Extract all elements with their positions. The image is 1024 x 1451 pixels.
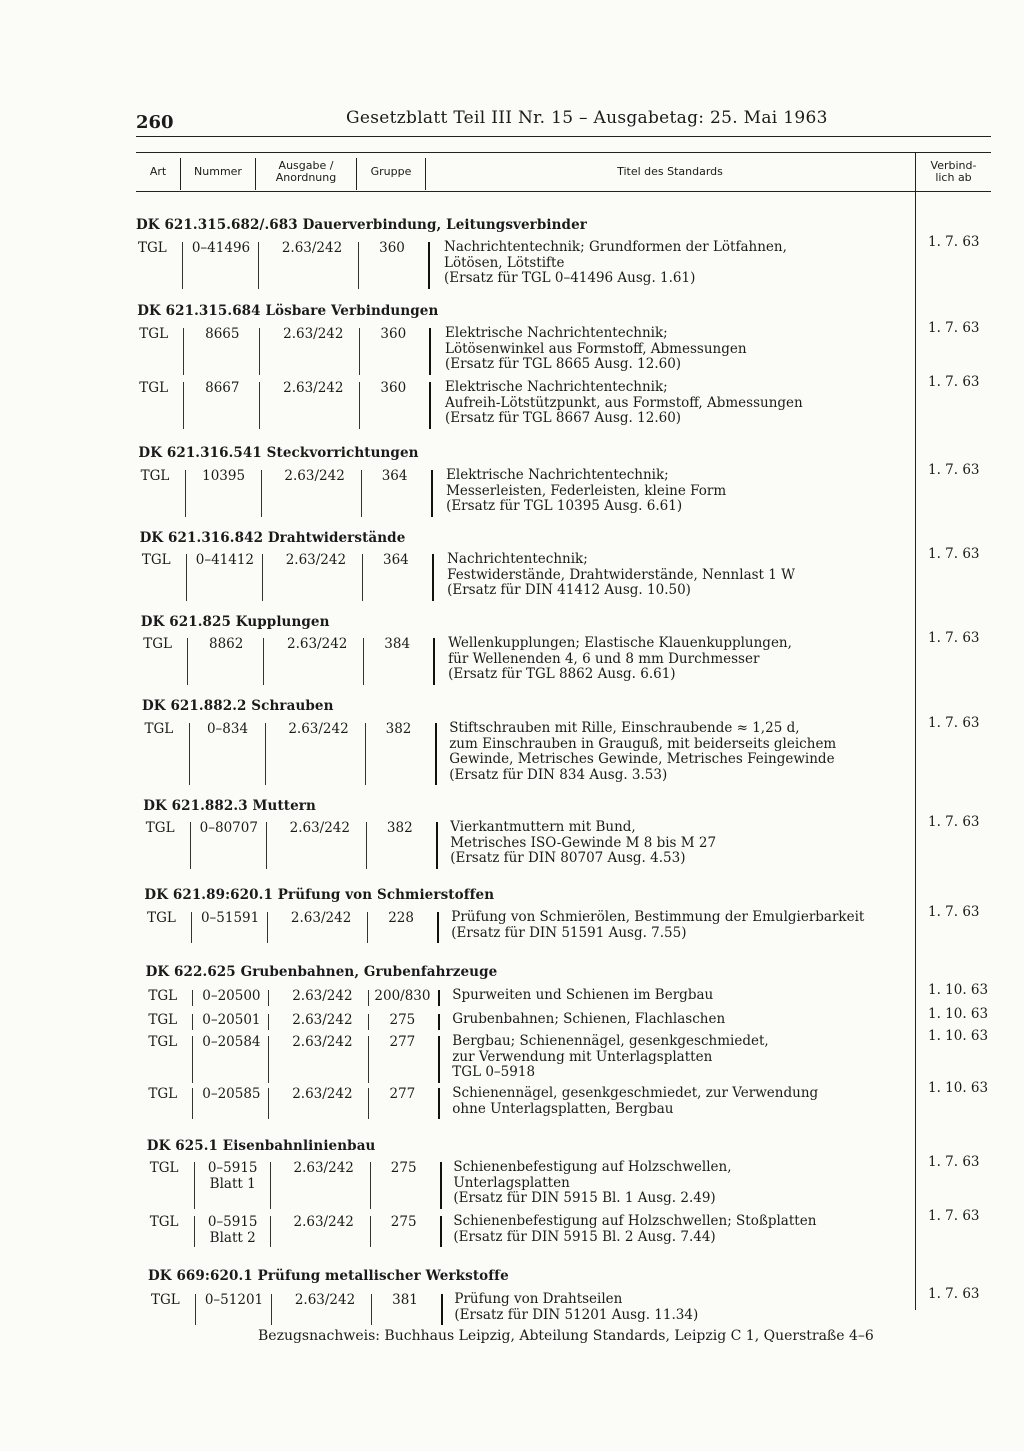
ausgabe-cell: 2.63/242 xyxy=(285,552,347,568)
column-rule-mark xyxy=(435,723,437,785)
column-rule-mark xyxy=(440,1162,442,1209)
titel-line: Schienenbefestigung auf Holzschwellen, xyxy=(453,1159,732,1175)
art-cell: TGL xyxy=(144,721,174,737)
nummer-cell: 0–41412 xyxy=(195,552,255,568)
column-rule-mark xyxy=(440,1216,442,1247)
table-row xyxy=(138,234,980,291)
gruppe-cell: 275 xyxy=(390,1214,417,1230)
column-rule-mark xyxy=(190,822,191,869)
column-rule-mark xyxy=(436,822,438,869)
art-cell: TGL xyxy=(141,552,171,568)
column-rule-mark xyxy=(359,328,360,375)
column-rule-mark xyxy=(268,1088,269,1119)
section-title: DK 622.625 Grubenbahnen, Grubenfahrzeuge xyxy=(145,964,498,980)
titel-cell xyxy=(444,240,787,287)
column-rule-mark xyxy=(429,328,431,375)
ausgabe-cell: 2.63/242 xyxy=(284,468,345,484)
page-title: Gesetzblatt Teil III Nr. 15 – Ausgabetag: 25. Mai 1963 xyxy=(346,108,828,128)
table-row xyxy=(148,982,989,1008)
titel-cell xyxy=(445,380,803,427)
titel-line: Lötösen, Lötstifte xyxy=(444,254,565,271)
gruppe-cell: 277 xyxy=(389,1034,416,1050)
column-rule-mark xyxy=(433,638,435,685)
titel-line: (Ersatz für TGL 0–41496 Ausg. 1.61) xyxy=(444,270,696,286)
table-row xyxy=(149,1208,980,1249)
column-rule-mark xyxy=(194,1162,195,1209)
column-header-titel: Titel des Standards xyxy=(617,165,723,178)
art-cell: TGL xyxy=(139,380,169,396)
table-row xyxy=(148,1080,989,1121)
nummer-cell: 0–5915 xyxy=(207,1160,258,1176)
titel-line: (Ersatz für DIN 51591 Ausg. 7.55) xyxy=(451,924,687,941)
column-rule-mark xyxy=(428,242,430,289)
column-rule-mark xyxy=(431,470,433,517)
table-rule-top xyxy=(136,152,991,153)
column-header-verbindlich: Verbind- lich ab xyxy=(930,159,977,184)
verbindlich-cell: 1. 7. 63 xyxy=(927,462,980,478)
art-cell: TGL xyxy=(148,1012,178,1028)
column-header-art: Art xyxy=(149,165,167,178)
verbindlich-cell: 1. 7. 63 xyxy=(927,374,980,390)
titel-cell xyxy=(448,636,792,683)
column-rule-mark xyxy=(192,1036,193,1083)
ausgabe-cell: 2.63/242 xyxy=(293,1160,354,1176)
nummer-cell: 0–20584 xyxy=(202,1034,261,1050)
column-rule-mark xyxy=(183,328,184,375)
nummer-blatt-cell: Blatt 1 xyxy=(209,1175,256,1192)
column-separator xyxy=(425,158,426,190)
titel-line: Stiftschrauben mit Rille, Einschraubende ≈ 1,25 d, xyxy=(449,720,800,736)
table-row xyxy=(148,1028,989,1085)
titel-line: Wellenkupplungen; Elastische Klauenkupplungen, xyxy=(448,635,792,651)
titel-cell xyxy=(452,1012,725,1028)
titel-line: Spurweiten und Schienen im Bergbau xyxy=(452,987,714,1003)
table-row xyxy=(145,814,980,871)
column-separator xyxy=(180,158,181,190)
titel-line: (Ersatz für DIN 51201 Ausg. 11.34) xyxy=(454,1306,699,1323)
gruppe-cell: 381 xyxy=(392,1292,418,1308)
ausgabe-cell: 2.63/242 xyxy=(294,1292,356,1308)
column-rule-mark xyxy=(438,1088,440,1119)
ausgabe-cell: 2.63/242 xyxy=(287,636,348,652)
column-rule-mark xyxy=(187,638,188,685)
gruppe-cell: 275 xyxy=(390,1160,417,1176)
verbindlich-cell: 1. 7. 63 xyxy=(927,904,980,920)
gruppe-cell: 360 xyxy=(380,380,407,396)
titel-cell xyxy=(451,910,864,941)
titel-line: Elektrische Nachrichtentechnik; xyxy=(445,325,668,341)
nummer-cell: 0–20500 xyxy=(202,988,261,1004)
column-rule-mark xyxy=(259,382,260,429)
nummer-cell: 8862 xyxy=(209,636,244,652)
titel-cell xyxy=(452,988,713,1004)
verbindlich-cell: 1. 7. 63 xyxy=(928,1286,980,1302)
column-rule-mark xyxy=(432,554,434,601)
art-cell: TGL xyxy=(140,468,170,484)
titel-line: (Ersatz für DIN 834 Ausg. 3.53) xyxy=(449,766,668,783)
gruppe-cell: 228 xyxy=(388,910,414,926)
titel-cell xyxy=(445,326,747,373)
verbindlich-cell: 1. 7. 63 xyxy=(927,630,980,646)
titel-line: zum Einschrauben in Grauguß, mit beiderseits gleichem xyxy=(449,735,837,752)
table-row xyxy=(149,1154,980,1211)
verbindlich-cell: 1. 7. 63 xyxy=(927,1154,980,1170)
art-cell: TGL xyxy=(149,1160,179,1176)
verbindlich-cell: 1. 7. 63 xyxy=(927,814,980,830)
art-cell: TGL xyxy=(138,240,167,256)
header-rule-top xyxy=(136,136,991,137)
section-title: DK 625.1 Eisenbahnlinienbau xyxy=(146,1138,376,1154)
art-cell: TGL xyxy=(148,1034,178,1050)
column-rule-mark xyxy=(368,1014,369,1030)
gruppe-cell: 277 xyxy=(389,1086,416,1102)
column-rule-mark xyxy=(192,1014,193,1030)
titel-line: Aufreih-Lötstützpunkt, aus Formstoff, Abmessungen xyxy=(445,394,803,411)
art-cell: TGL xyxy=(151,1292,180,1308)
column-rule-mark xyxy=(192,1088,193,1119)
section-title: DK 621.316.541 Steckvorrichtungen xyxy=(138,445,419,461)
column-rule-mark xyxy=(438,990,440,1006)
art-cell: TGL xyxy=(148,1086,178,1102)
titel-cell xyxy=(452,1034,768,1081)
nummer-cell: 8665 xyxy=(205,326,240,342)
gruppe-cell: 200/830 xyxy=(374,988,431,1004)
column-rule-mark xyxy=(266,822,267,869)
table-row xyxy=(139,374,980,431)
column-rule-mark xyxy=(358,242,359,289)
titel-line: (Ersatz für DIN 80707 Ausg. 4.53) xyxy=(450,850,686,866)
column-rule-mark xyxy=(368,1088,369,1119)
column-rule-mark xyxy=(437,912,439,943)
column-rule-mark xyxy=(368,990,369,1006)
column-rule-mark xyxy=(271,1294,272,1325)
ausgabe-cell: 2.63/242 xyxy=(292,1086,353,1102)
ausgabe-cell: 2.63/242 xyxy=(290,910,352,926)
titel-line: Unterlagsplatten xyxy=(453,1174,570,1191)
gruppe-cell: 364 xyxy=(381,468,408,484)
art-cell: TGL xyxy=(143,636,172,652)
column-rule-mark xyxy=(194,1216,195,1247)
column-rule-mark xyxy=(263,638,264,685)
ausgabe-cell: 2.63/242 xyxy=(293,1214,354,1230)
column-rule-mark xyxy=(189,723,190,785)
gruppe-cell: 382 xyxy=(386,820,413,836)
verbindlich-cell: 1. 7. 63 xyxy=(927,546,980,562)
column-rule-mark xyxy=(441,1294,443,1325)
gruppe-cell: 275 xyxy=(389,1012,416,1028)
titel-line: Elektrische Nachrichtentechnik; xyxy=(445,379,668,395)
page-number: 260 xyxy=(136,112,174,133)
art-cell: TGL xyxy=(149,1214,179,1230)
titel-line: ohne Unterlagsplatten, Bergbau xyxy=(452,1100,674,1117)
art-cell: TGL xyxy=(148,988,178,1004)
column-rule-mark xyxy=(438,1036,440,1083)
ausgabe-cell: 2.63/242 xyxy=(292,1034,353,1050)
table-row xyxy=(151,1286,980,1327)
page-header xyxy=(136,108,992,134)
table-row xyxy=(141,546,980,603)
column-rule-mark xyxy=(370,1216,371,1247)
column-rule-mark xyxy=(438,1014,440,1030)
gruppe-cell: 364 xyxy=(383,552,409,568)
titel-line: Prüfung von Drahtseilen xyxy=(454,1291,623,1307)
titel-line: Bergbau; Schienennägel, gesenkgeschmiedet, xyxy=(452,1033,769,1049)
ausgabe-cell: 2.63/242 xyxy=(288,721,349,737)
column-rule-mark xyxy=(370,1162,371,1209)
titel-cell xyxy=(454,1292,698,1323)
nummer-blatt-cell: Blatt 2 xyxy=(209,1229,256,1246)
ausgabe-cell: 2.63/242 xyxy=(292,988,353,1004)
titel-line: Grubenbahnen; Schienen, Flachlaschen xyxy=(452,1011,726,1027)
section-title: DK 621.882.2 Schrauben xyxy=(142,698,334,714)
verbindlich-cell: 1. 10. 63 xyxy=(927,1080,989,1096)
column-separator xyxy=(255,158,256,190)
nummer-cell: 0–20501 xyxy=(202,1012,261,1028)
column-rule-mark xyxy=(265,723,266,785)
nummer-cell: 0–51591 xyxy=(200,910,260,926)
table-row xyxy=(144,715,980,787)
column-rule-mark xyxy=(361,470,362,517)
column-rule-mark xyxy=(268,1014,269,1030)
section-title: DK 621.882.3 Muttern xyxy=(143,798,316,814)
column-rule-mark xyxy=(186,554,187,601)
column-header-gruppe: Gruppe xyxy=(370,165,412,178)
titel-line: Lötösenwinkel aus Formstoff, Abmessungen xyxy=(445,340,747,357)
gruppe-cell: 382 xyxy=(385,721,412,737)
gruppe-cell: 360 xyxy=(380,326,407,342)
column-rule-mark xyxy=(366,822,367,869)
table-row xyxy=(143,630,980,687)
ausgabe-cell: 2.63/242 xyxy=(283,326,344,342)
column-rule-mark xyxy=(270,1162,271,1209)
nummer-cell: 8667 xyxy=(205,380,240,396)
titel-line: Messerleisten, Federleisten, kleine Form xyxy=(446,482,727,499)
titel-line: (Ersatz für TGL 8665 Ausg. 12.60) xyxy=(445,356,682,372)
nummer-cell: 0–41496 xyxy=(191,240,251,256)
titel-line: TGL 0–5918 xyxy=(452,1064,536,1080)
titel-line: zur Verwendung mit Unterlagsplatten xyxy=(452,1048,713,1065)
column-rule-mark xyxy=(267,912,268,943)
titel-line: Nachrichtentechnik; xyxy=(447,551,588,567)
nummer-cell: 0–5915 xyxy=(207,1214,258,1230)
titel-cell xyxy=(450,820,716,867)
table-row xyxy=(148,1006,989,1032)
section-title: DK 621.316.842 Drahtwiderstände xyxy=(139,530,406,546)
titel-line: für Wellenenden 4, 6 und 8 mm Durchmesser xyxy=(448,650,760,667)
table-row xyxy=(139,320,980,377)
titel-line: Elektrische Nachrichtentechnik; xyxy=(446,467,669,483)
column-rule-mark xyxy=(259,328,260,375)
titel-cell xyxy=(449,721,836,783)
ausgabe-cell: 2.63/242 xyxy=(283,380,344,396)
column-rule-mark xyxy=(367,912,368,943)
column-rule-mark xyxy=(182,242,183,289)
titel-line: (Ersatz für TGL 8862 Ausg. 6.61) xyxy=(448,666,676,682)
titel-cell xyxy=(452,1086,818,1117)
column-rule-mark xyxy=(270,1216,271,1247)
table-row xyxy=(147,904,980,945)
section-title: DK 621.89:620.1 Prüfung von Schmierstoffen xyxy=(144,887,495,903)
titel-line: Festwiderstände, Drahtwiderstände, Nennlast 1 W xyxy=(447,566,796,583)
section-title: DK 621.825 Kupplungen xyxy=(140,614,330,630)
verbindlich-cell: 1. 10. 63 xyxy=(927,1028,989,1044)
ausgabe-cell: 2.63/242 xyxy=(289,820,350,836)
titel-line: Schienenbefestigung auf Holzschwellen; Stoßplatten xyxy=(453,1213,817,1229)
column-rule-mark xyxy=(195,1294,196,1325)
titel-cell xyxy=(453,1214,816,1245)
column-rule-mark xyxy=(183,382,184,429)
verbindlich-cell: 1. 10. 63 xyxy=(927,1006,989,1022)
titel-line: (Ersatz für TGL 10395 Ausg. 6.61) xyxy=(446,498,683,514)
column-separator xyxy=(915,152,916,192)
art-cell: TGL xyxy=(139,326,169,342)
verbindlich-cell: 1. 7. 63 xyxy=(927,1208,980,1224)
column-rule-mark xyxy=(365,723,366,785)
verbindlich-cell: 1. 7. 63 xyxy=(927,320,980,336)
column-rule-mark xyxy=(192,990,193,1006)
nummer-cell: 0–80707 xyxy=(199,820,258,836)
titel-line: Vierkantmuttern mit Bund, xyxy=(450,819,636,835)
column-rule-mark xyxy=(362,554,363,601)
column-rule-mark xyxy=(185,470,186,517)
column-rule-mark xyxy=(191,912,192,943)
footer-note: Bezugsnachweis: Buchhaus Leipzig, Abteilung Standards, Leipzig C 1, Querstraße 4–6 xyxy=(258,1328,874,1344)
verbindlich-cell: 1. 7. 63 xyxy=(928,715,980,731)
art-cell: TGL xyxy=(147,910,176,926)
column-rule-mark xyxy=(268,1036,269,1083)
art-cell: TGL xyxy=(145,820,175,836)
column-rule-mark xyxy=(359,382,360,429)
column-header-ausgabe: Ausgabe / Anordnung xyxy=(275,159,337,184)
ausgabe-cell: 2.63/242 xyxy=(292,1012,353,1028)
section-title: DK 621.315.684 Lösbare Verbindungen xyxy=(137,303,439,319)
gruppe-cell: 360 xyxy=(379,240,405,256)
column-rule-mark xyxy=(261,470,262,517)
gruppe-cell: 384 xyxy=(384,636,411,652)
titel-line: (Ersatz für DIN 5915 Bl. 1 Ausg. 2.49) xyxy=(453,1190,716,1206)
column-rule-mark xyxy=(262,554,263,601)
titel-cell xyxy=(447,552,795,599)
column-rule-mark xyxy=(268,990,269,1006)
titel-line: (Ersatz für DIN 5915 Bl. 2 Ausg. 7.44) xyxy=(453,1228,716,1245)
column-rule-mark xyxy=(258,242,259,289)
section-title: DK 621.315.682/.683 Dauerverbindung, Leitungsverbinder xyxy=(136,217,587,233)
titel-cell xyxy=(446,468,726,515)
titel-line: Gewinde, Metrisches Gewinde, Metrisches Feingewinde xyxy=(449,751,835,767)
section-title: DK 669:620.1 Prüfung metallischer Werkstoffe xyxy=(148,1268,509,1284)
column-header-nummer: Nummer xyxy=(194,165,242,178)
nummer-cell: 10395 xyxy=(202,468,246,484)
column-rule-mark xyxy=(429,382,431,429)
titel-line: (Ersatz für TGL 8667 Ausg. 12.60) xyxy=(445,410,682,426)
column-separator xyxy=(356,158,357,190)
titel-line: Prüfung von Schmierölen, Bestimmung der Emulgierbarkeit xyxy=(451,909,865,925)
titel-line: Metrisches ISO-Gewinde M 8 bis M 27 xyxy=(450,834,717,851)
table-rule-header-bottom xyxy=(136,191,991,192)
titel-cell xyxy=(453,1160,731,1207)
nummer-cell: 0–20585 xyxy=(202,1086,261,1102)
nummer-cell: 0–834 xyxy=(206,721,249,737)
column-rule-mark xyxy=(368,1036,369,1083)
titel-line: Schienennägel, gesenkgeschmiedet, zur Verwendung xyxy=(452,1085,819,1101)
verbindlich-cell: 1. 10. 63 xyxy=(927,982,989,998)
verbindlich-cell: 1. 7. 63 xyxy=(928,234,980,250)
column-rule-mark xyxy=(363,638,364,685)
table-row xyxy=(140,462,980,519)
titel-line: (Ersatz für DIN 41412 Ausg. 10.50) xyxy=(447,582,691,598)
ausgabe-cell: 2.63/242 xyxy=(281,240,343,256)
titel-line: Nachrichtentechnik; Grundformen der Lötfahnen, xyxy=(444,239,787,255)
nummer-cell: 0–51201 xyxy=(204,1292,264,1308)
column-rule-mark xyxy=(371,1294,372,1325)
